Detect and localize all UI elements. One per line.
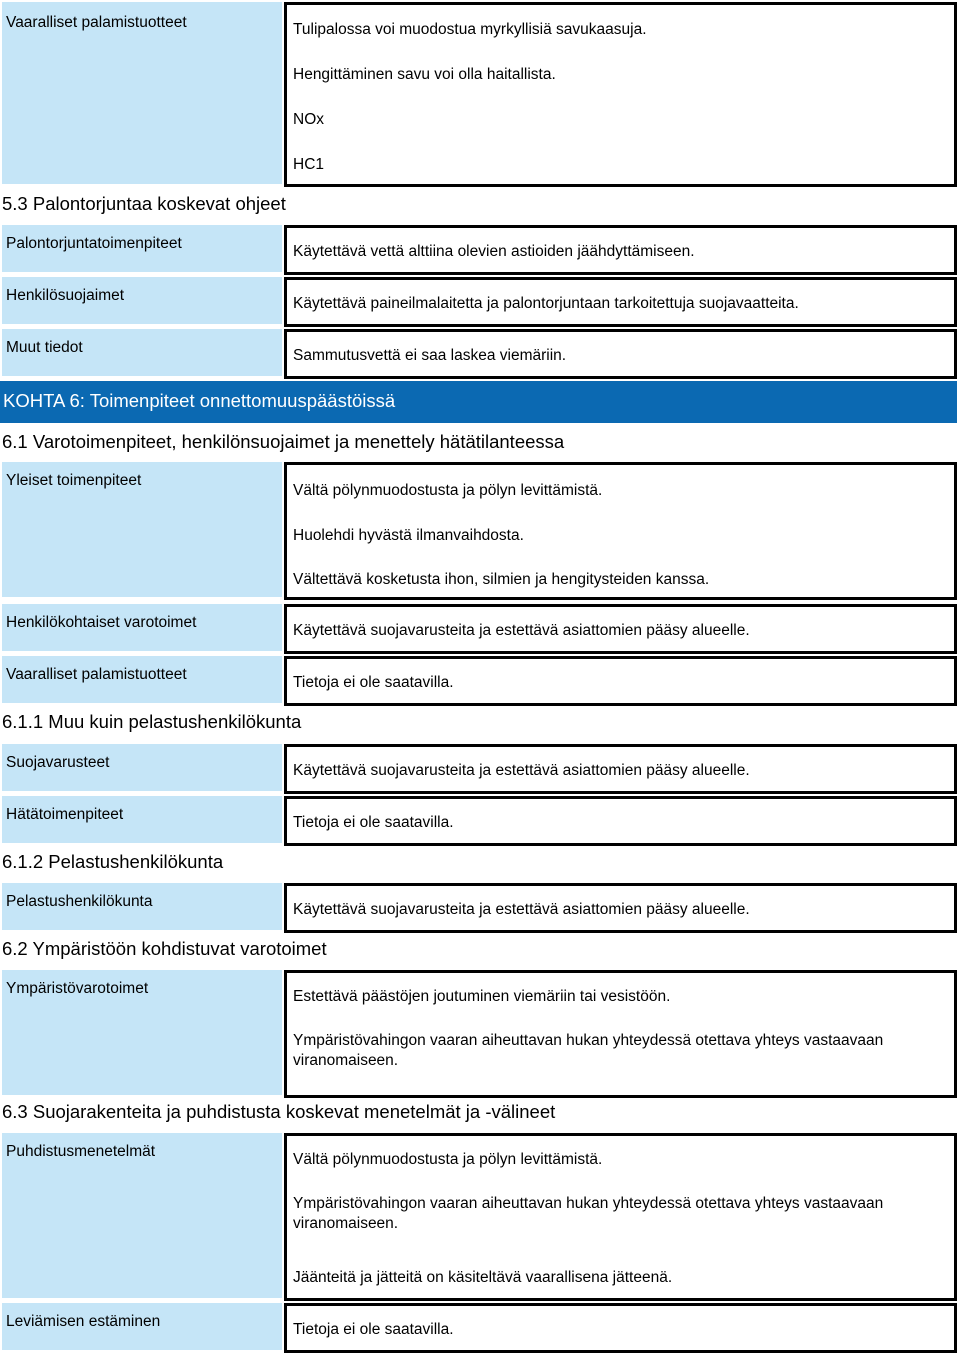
combustion-products-text: Tietoja ei ole saatavilla.	[293, 674, 454, 691]
environmental-precautions-label: Ympäristövarotoimet	[2, 970, 282, 1095]
general-measures-label: Yleiset toimenpiteet	[2, 462, 282, 597]
heading-6-1-2: 6.1.2 Pelastushenkilökunta	[2, 851, 224, 872]
combustion-products-box	[284, 656, 957, 706]
cleanup-methods-box	[284, 1133, 957, 1301]
personal-precautions-box	[284, 604, 957, 654]
containment-text: Tietoja ei ole saatavilla.	[293, 1321, 454, 1338]
cleanup-line: Vältä pölynmuodostusta ja pölyn levittämistä.	[293, 1151, 603, 1168]
emergency-responders-box	[284, 883, 957, 933]
cleanup-line: Ympäristövahingon vaaran aiheuttavan hukan yhteydessä otettava yhteys vastaavaan viranomaiseen.	[293, 1195, 884, 1233]
combustion-line: NOx	[293, 111, 324, 128]
general-measures-box	[284, 462, 957, 600]
general-measures-line: Vältä pölynmuodostusta ja pölyn levittämistä.	[293, 482, 603, 499]
emergency-procedures-label: Hätätoimenpiteet	[2, 796, 282, 843]
combustion-line: Tulipalossa voi muodostua myrkyllisiä savukaasuja.	[293, 21, 647, 38]
other-info-label: Muut tiedot	[2, 329, 282, 376]
environmental-line: Ympäristövahingon vaaran aiheuttavan hukan yhteydessä otettava yhteys vastaavaan viranomaiseen.	[293, 1032, 884, 1070]
personal-protection-text: Käytettävä paineilmalaitetta ja palontorjuntaan tarkoitettuja suojavaatteita.	[293, 295, 799, 312]
heading-6-1: 6.1 Varotoimenpiteet, henkilönsuojaimet ja menettely hätätilanteessa	[2, 431, 565, 452]
heading-5-3: 5.3 Palontorjuntaa koskevat ohjeet	[2, 193, 286, 214]
heading-6-2: 6.2 Ympäristöön kohdistuvat varotoimet	[2, 938, 327, 959]
personal-protection-label: Henkilösuojaimet	[2, 277, 282, 324]
containment-box	[284, 1303, 957, 1353]
hazardous-combustion-box	[284, 2, 957, 187]
other-info-box	[284, 329, 957, 379]
combustion-products-label: Vaaralliset palamistuotteet	[2, 656, 282, 703]
heading-6-1-1: 6.1.1 Muu kuin pelastushenkilökunta	[2, 711, 302, 732]
containment-label: Leviämisen estäminen	[2, 1303, 282, 1350]
firefighting-measures-label: Palontorjuntatoimenpiteet	[2, 225, 282, 272]
firefighting-measures-box	[284, 225, 957, 275]
protective-equipment-box	[284, 744, 957, 794]
personal-protection-box	[284, 277, 957, 327]
personal-precautions-label: Henkilökohtaiset varotoimet	[2, 604, 282, 651]
cleanup-line: Jäänteitä ja jätteitä on käsiteltävä vaarallisena jätteenä.	[293, 1269, 673, 1286]
other-info-text: Sammutusvettä ei saa laskea viemäriin.	[293, 347, 567, 364]
emergency-responders-text: Käytettävä suojavarusteita ja estettävä asiattomien pääsy alueelle.	[293, 901, 750, 918]
emergency-procedures-box	[284, 796, 957, 846]
firefighting-measures-text: Käytettävä vettä alttiina olevien astioiden jäähdyttämiseen.	[293, 243, 695, 260]
protective-equipment-text: Käytettävä suojavarusteita ja estettävä asiattomien pääsy alueelle.	[293, 762, 750, 779]
section-6-title: KOHTA 6: Toimenpiteet onnettomuuspäästöissä	[0, 381, 957, 423]
combustion-line: Hengittäminen savu voi olla haitallista.	[293, 66, 556, 83]
heading-6-3: 6.3 Suojarakenteita ja puhdistusta koskevat menetelmät ja -välineet	[2, 1101, 556, 1122]
emergency-responders-label: Pelastushenkilökunta	[2, 883, 282, 930]
environmental-line: Estettävä päästöjen joutuminen viemäriin tai vesistöön.	[293, 988, 671, 1005]
combustion-line: HC1	[293, 156, 325, 173]
protective-equipment-label: Suojavarusteet	[2, 744, 282, 791]
cleanup-methods-label: Puhdistusmenetelmät	[2, 1133, 282, 1298]
general-measures-line: Vältettävä kosketusta ihon, silmien ja hengitysteiden kanssa.	[293, 571, 710, 588]
emergency-procedures-text: Tietoja ei ole saatavilla.	[293, 814, 454, 831]
environmental-precautions-box	[284, 970, 957, 1098]
personal-precautions-text: Käytettävä suojavarusteita ja estettävä asiattomien pääsy alueelle.	[293, 622, 750, 639]
hazardous-combustion-label: Vaaralliset palamistuotteet	[2, 2, 282, 184]
general-measures-line: Huolehdi hyvästä ilmanvaihdosta.	[293, 527, 524, 544]
